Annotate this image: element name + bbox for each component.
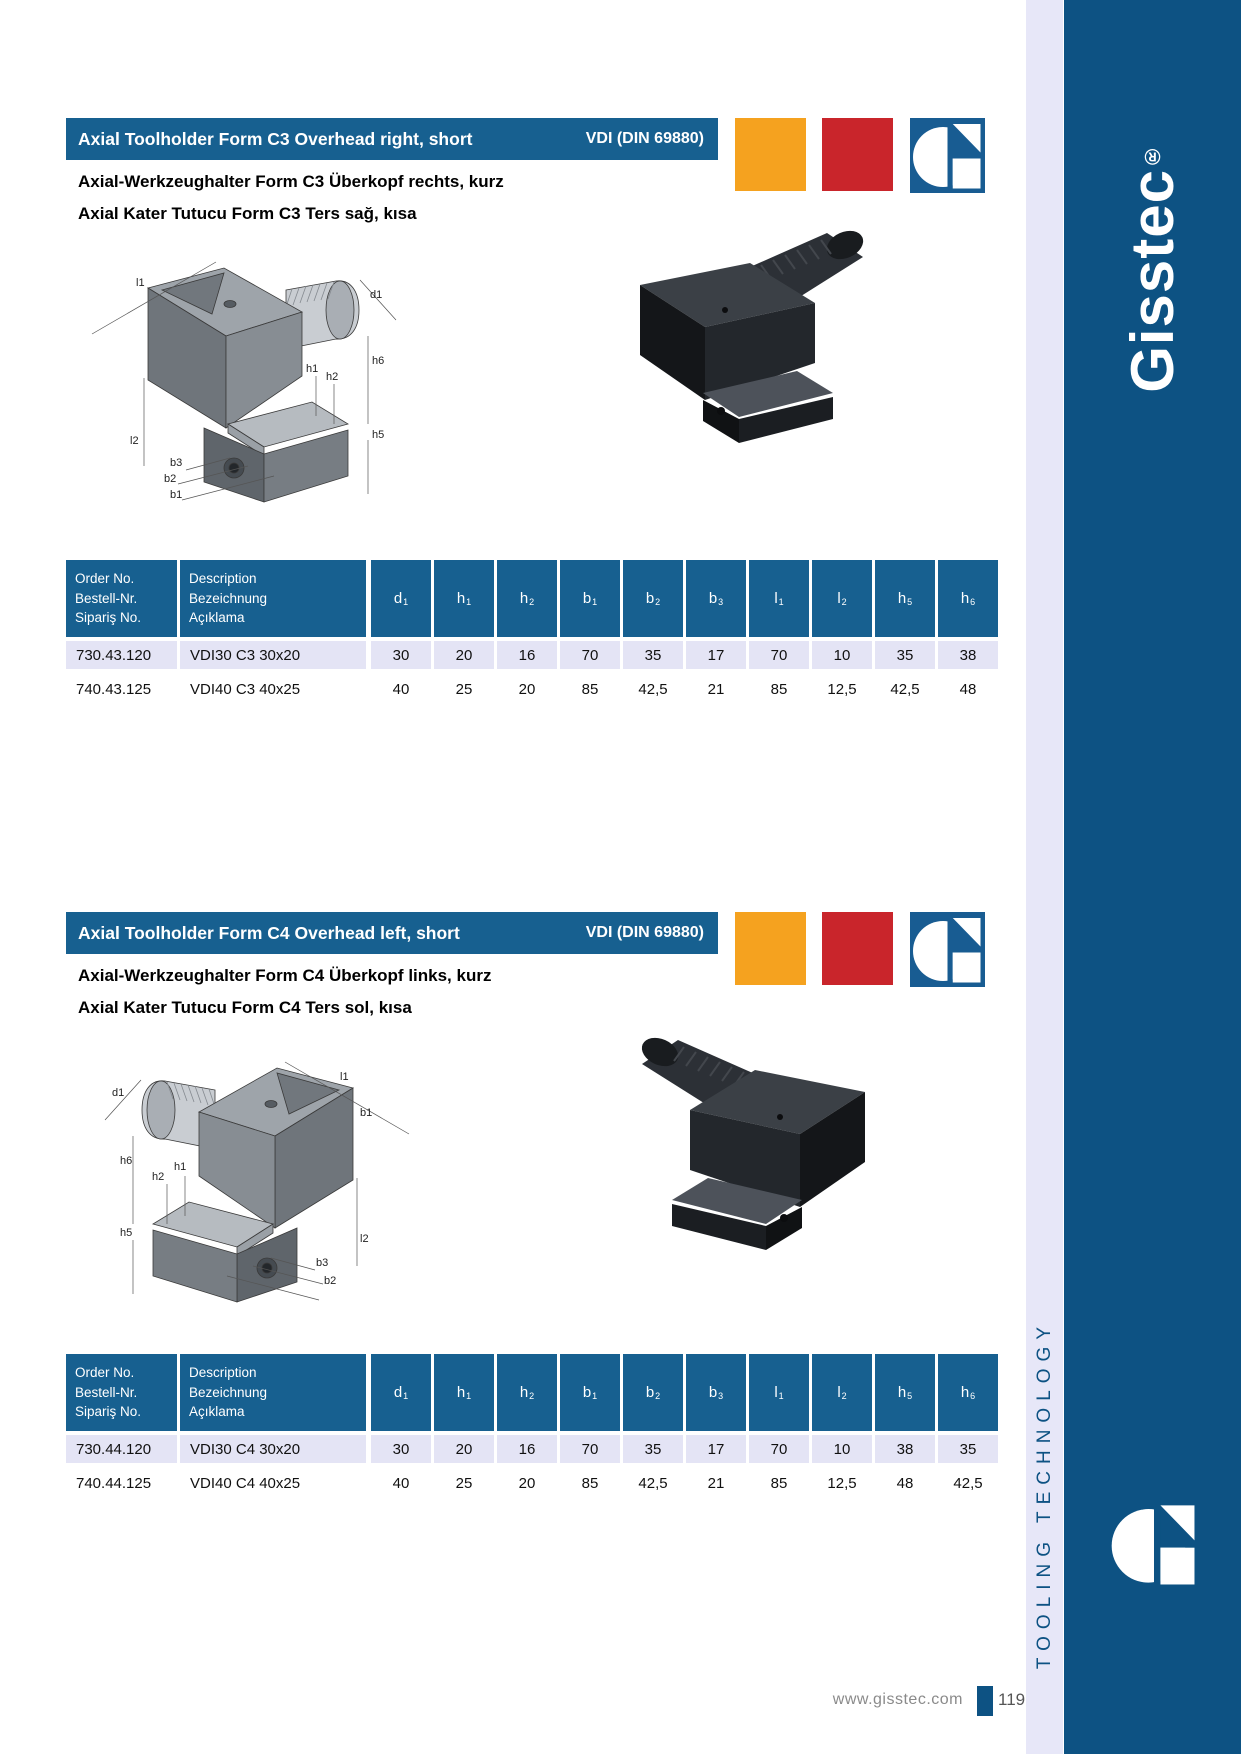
column-header-h1: h $_1$ bbox=[434, 560, 494, 637]
section-title-bar bbox=[66, 118, 718, 160]
gisstec-logo-icon bbox=[1108, 1498, 1200, 1590]
section-form-c4 bbox=[0, 794, 1026, 1588]
column-header-d1: d $_1$ bbox=[371, 560, 431, 637]
dim-label: h6 bbox=[372, 355, 385, 367]
website-link[interactable]: www.gisstec.com bbox=[832, 1691, 963, 1708]
page-number: 119 bbox=[998, 1690, 1026, 1709]
dim-label: h2 bbox=[152, 1171, 165, 1183]
accent-square-red bbox=[822, 118, 893, 191]
dim-label: b1 bbox=[170, 489, 183, 501]
column-header-h2: h $_2$ bbox=[497, 560, 557, 637]
column-header-b3: b $_3$ bbox=[686, 560, 746, 637]
column-header-l2: l $_2$ bbox=[812, 560, 872, 637]
dim-label: h5 bbox=[120, 1227, 133, 1239]
dim-label: b2 bbox=[324, 1275, 337, 1287]
column-header-order: Order No. Bestell-Nr. Sipariş No. bbox=[66, 560, 177, 637]
column-header-h6: h $_6$ bbox=[938, 560, 998, 637]
section-title: Axial Toolholder Form C3 Overhead right, short bbox=[78, 128, 473, 149]
dim-label: h2 bbox=[326, 371, 339, 383]
gisstec-logo-icon bbox=[908, 912, 987, 987]
standard-label: VDI (DIN 69880) bbox=[585, 924, 704, 941]
spec-table: Order No. Bestell-Nr. Sipariş No. Description Bezeichnung Açıklama d $_1$ h $_1$ h $_2$ b $_1$ b $_2$ b $_3$ l $_1$ l $_2$ h $_5$ h $_6$ 730.44.120 VDI30 C4 30x20 30 20 16 70 35 17 70 10 38 35 740.44.125 VDI40 C4 40x25 40 25 20 85 42,5 21 85 12,5 48 42,5 bbox=[66, 1354, 998, 1504]
dim-label: d1 bbox=[370, 289, 383, 301]
subtitle-german: Axial-Werkzeughalter Form C4 Überkopf links, kurz bbox=[78, 966, 492, 985]
gisstec-logo-icon bbox=[908, 118, 987, 193]
dim-label: h5 bbox=[372, 429, 385, 441]
column-header-l1: l $_1$ bbox=[749, 560, 809, 637]
dim-label: l2 bbox=[130, 435, 139, 447]
dim-label: h1 bbox=[174, 1161, 187, 1173]
column-header-l1: l $_1$ bbox=[749, 1354, 809, 1431]
subtitle-turkish: Axial Kater Tutucu Form C3 Ters sağ, kısa bbox=[78, 204, 417, 223]
column-header-description: Description Bezeichnung Açıklama bbox=[180, 1354, 366, 1431]
technical-drawing bbox=[78, 1028, 423, 1303]
dim-label: l1 bbox=[340, 1071, 349, 1083]
dim-label: l1 bbox=[136, 277, 145, 289]
technical-drawing bbox=[78, 228, 423, 503]
column-header-b2: b $_2$ bbox=[623, 560, 683, 637]
tagline-vertical: TOOLING TECHNOLOGY bbox=[1033, 1320, 1055, 1670]
column-header-b3: b $_3$ bbox=[686, 1354, 746, 1431]
section-title: Axial Toolholder Form C4 Overhead left, short bbox=[78, 922, 460, 943]
page-number-marker bbox=[977, 1686, 993, 1716]
column-header-b1: b $_1$ bbox=[560, 1354, 620, 1431]
column-header-h1: h $_1$ bbox=[434, 1354, 494, 1431]
dim-label: h1 bbox=[306, 363, 319, 375]
accent-square-orange bbox=[735, 118, 806, 191]
brand-logo-text: Gisstec® bbox=[1119, 143, 1186, 393]
product-photo bbox=[600, 1022, 900, 1252]
column-header-h6: h $_6$ bbox=[938, 1354, 998, 1431]
column-header-b2: b $_2$ bbox=[623, 1354, 683, 1431]
standard-label: VDI (DIN 69880) bbox=[585, 130, 704, 147]
dim-label: h6 bbox=[120, 1155, 133, 1167]
subtitle-turkish: Axial Kater Tutucu Form C4 Ters sol, kısa bbox=[78, 998, 412, 1017]
column-header-order: Order No. Bestell-Nr. Sipariş No. bbox=[66, 1354, 177, 1431]
column-header-description: Description Bezeichnung Açıklama bbox=[180, 560, 366, 637]
subtitle-german: Axial-Werkzeughalter Form C3 Überkopf rechts, kurz bbox=[78, 172, 504, 191]
dim-label: b2 bbox=[164, 473, 177, 485]
column-header-d1: d $_1$ bbox=[371, 1354, 431, 1431]
section-title-bar bbox=[66, 912, 718, 954]
column-header-l2: l $_2$ bbox=[812, 1354, 872, 1431]
dim-label: d1 bbox=[112, 1087, 125, 1099]
column-header-b1: b $_1$ bbox=[560, 560, 620, 637]
accent-square-red bbox=[822, 912, 893, 985]
column-header-h2: h $_2$ bbox=[497, 1354, 557, 1431]
column-header-h5: h $_5$ bbox=[875, 1354, 935, 1431]
product-photo bbox=[605, 215, 905, 445]
dim-label: b1 bbox=[360, 1107, 373, 1119]
section-form-c3 bbox=[0, 0, 1026, 794]
accent-square-orange bbox=[735, 912, 806, 985]
spec-table: Order No. Bestell-Nr. Sipariş No. Description Bezeichnung Açıklama d $_1$ h $_1$ h $_2$ b $_1$ b $_2$ b $_3$ l $_1$ l $_2$ h $_5$ h $_6$ 730.43.120 VDI30 C3 30x20 30 20 16 70 35 17 70 10 35 38 740.43.125 VDI40 C3 40x25 40 25 20 85 42,5 21 85 12,5 42,5 48 bbox=[66, 560, 998, 710]
dim-label: l2 bbox=[360, 1233, 369, 1245]
dim-label: b3 bbox=[170, 457, 183, 469]
dim-label: b3 bbox=[316, 1257, 329, 1269]
column-header-h5: h $_5$ bbox=[875, 560, 935, 637]
